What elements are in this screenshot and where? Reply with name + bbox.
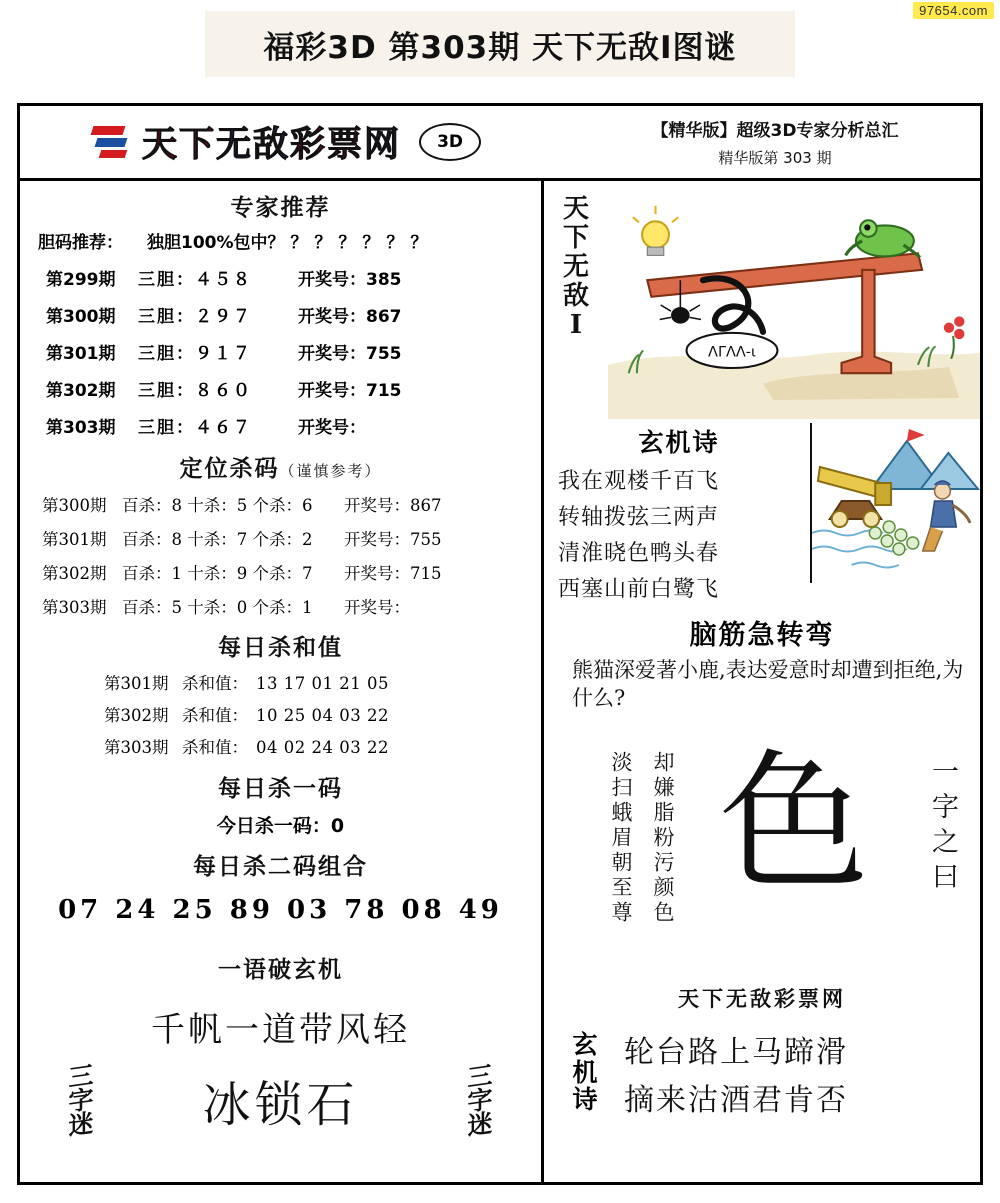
row-issue: 第301期 [46, 344, 116, 364]
row-label: 杀和值： [182, 738, 248, 757]
row-result: 开奖号：867 [298, 307, 402, 327]
kill-position-title-text: 定位杀码 [179, 456, 280, 482]
table-row [20, 698, 541, 730]
big-character: 色 [719, 736, 870, 911]
frog-seesaw-svg [608, 181, 980, 419]
row-issue: 第302期 [46, 381, 116, 401]
one-word-label: 一字之曰 [927, 756, 958, 897]
row-result: 开奖号：867 [344, 496, 442, 515]
row-kill-values: 百杀：5 十杀：0 个杀：1 [122, 598, 313, 617]
xuanji-poem [544, 423, 806, 603]
xuanji-line: 转轴拨弦三两声 [558, 505, 720, 530]
row-result: 开奖号： [344, 598, 410, 617]
cannon-svg [812, 423, 980, 583]
kill-two-value: 07 24 25 89 03 78 08 49 [58, 895, 503, 925]
vertical-poem-left: 淡扫蛾眉朝至尊 [609, 750, 633, 926]
brand-name [142, 117, 401, 167]
site-footer-name: 天下无敌彩票网 [678, 985, 846, 1011]
row-sandan: 三胆：２９７ [138, 307, 252, 327]
row-numbers: 10 25 04 03 22 [256, 706, 389, 725]
row-sandan: 三胆：８６０ [138, 381, 252, 401]
page-title: 福彩3D 第303期 天下无敌Ⅰ图谜 [263, 29, 737, 66]
page-title-band [0, 0, 1000, 88]
footer-xuanji-line: 轮台路上马蹄滑 [624, 1034, 848, 1070]
brand-name-part4: 网 [364, 125, 402, 165]
dan-question-marks: ？？？？？？ [290, 233, 435, 253]
poster-columns [20, 181, 980, 1185]
kill-position-title [20, 450, 541, 483]
table-row [20, 259, 541, 296]
row-label: 杀和值： [182, 674, 248, 693]
row-result: 开奖号：755 [344, 530, 442, 549]
expert-rows [20, 259, 541, 444]
table-row [20, 589, 541, 623]
vertical-poem-right: 却嫌脂粉污颜色 [651, 750, 675, 926]
row-issue: 第303期 [42, 598, 107, 617]
brand-name-part2: 无敌 [216, 125, 291, 165]
poem-line: 千帆一道带风轻 [151, 1010, 410, 1050]
poster-frame [17, 103, 983, 1185]
row-sandan: 三胆：４６７ [138, 418, 252, 438]
three-word-riddle-label-left: 三 字 迷 [68, 1060, 94, 1141]
row-label: 杀和值： [182, 706, 248, 725]
three-word-riddle-band [20, 1060, 541, 1141]
xuanji-title: 玄机诗 [638, 428, 720, 457]
footer-xuanji-line: 摘来沽酒君肯否 [624, 1082, 848, 1118]
row-numbers: 13 17 01 21 05 [256, 674, 389, 693]
row-issue: 第302期 [104, 706, 169, 725]
row-sandan: 三胆：４５８ [138, 270, 252, 290]
xuanji-line: 清淮晓色鸭头春 [558, 541, 720, 566]
right-column [544, 181, 980, 1185]
footer-xuanji-block [544, 1023, 980, 1123]
row-issue: 第301期 [104, 674, 169, 693]
footer-xuanji-lines [616, 1023, 980, 1123]
svg-text:ΛΓΛΛ-ι: ΛΓΛΛ-ι [708, 344, 756, 361]
left-column [20, 181, 544, 1185]
daily-sum-kill-title: 每日杀和值 [218, 635, 343, 661]
3d-badge-icon: 3D [419, 123, 481, 161]
xuanji-line: 西塞山前白鹭飞 [558, 577, 720, 602]
row-issue: 第300期 [46, 307, 116, 327]
table-row [20, 407, 541, 444]
row-sandan: 三胆：９１７ [138, 344, 252, 364]
table-row [20, 730, 541, 762]
row-issue: 第303期 [46, 418, 116, 438]
hero-art-block [544, 181, 980, 419]
brand-name-part3: 彩票 [290, 125, 365, 165]
lottery-logo-icon [90, 122, 134, 162]
kill-one-title: 每日杀一码 [218, 776, 343, 802]
footer-xuanji-label: 玄 机 诗 [572, 1030, 598, 1115]
table-row [20, 370, 541, 407]
row-result: 开奖号：715 [344, 564, 442, 583]
row-issue: 第300期 [42, 496, 107, 515]
riddle-answer: 冰锁石 [202, 1077, 359, 1134]
expert-recommend-title: 专家推荐 [230, 195, 331, 221]
row-kill-values: 百杀：8 十杀：7 个杀：2 [122, 530, 313, 549]
brain-teaser-body: 熊猫深爱著小鹿,表达爱意时却遭到拒绝,为什么? [572, 658, 964, 711]
edition-issue: 精华版第 303 期 [718, 149, 832, 167]
row-kill-values: 百杀：8 十杀：5 个杀：6 [122, 496, 313, 515]
row-result: 开奖号：755 [298, 344, 402, 364]
table-row [20, 487, 541, 521]
table-row [20, 296, 541, 333]
xuanji-block [544, 419, 980, 603]
brand-name-part1: 天下 [142, 125, 217, 165]
kill-rows [20, 487, 541, 623]
daily-sum-kill-rows [20, 666, 541, 762]
row-issue: 第301期 [42, 530, 107, 549]
table-row [20, 666, 541, 698]
row-issue: 第299期 [46, 270, 116, 290]
dan-value: 独胆100%包中？ [147, 233, 285, 253]
edition-title: 【精华版】超级3D专家分析总汇 [651, 121, 899, 141]
row-result: 开奖号： [298, 418, 366, 438]
kill-two-title: 每日杀二码组合 [193, 854, 368, 880]
table-row [20, 521, 541, 555]
frog-seesaw-illustration [608, 181, 980, 419]
table-row [20, 333, 541, 370]
brain-teaser-title: 脑筋急转弯 [689, 620, 835, 651]
kill-one-value: 今日杀一码：0 [216, 815, 345, 837]
brand-logo [20, 106, 550, 178]
masthead [20, 106, 980, 181]
row-issue: 第303期 [104, 738, 169, 757]
site-watermark: 97654.com [913, 2, 994, 19]
row-result: 开奖号：385 [298, 270, 402, 290]
table-row [20, 555, 541, 589]
xuanji-line: 我在观楼千百飞 [558, 469, 720, 494]
big-character-block [544, 729, 980, 979]
cannon-illustration [810, 423, 980, 583]
dan-label: 胆码推荐： [38, 233, 123, 253]
masthead-right [550, 106, 980, 178]
row-kill-values: 百杀：1 十杀：9 个杀：7 [122, 564, 313, 583]
kill-position-note: （谨慎参考） [279, 462, 382, 480]
row-issue: 第302期 [42, 564, 107, 583]
row-numbers: 04 02 24 03 22 [256, 738, 389, 757]
three-word-riddle-label-right: 三 字 迷 [467, 1060, 493, 1141]
row-result: 开奖号：715 [298, 381, 402, 401]
hero-vertical-title: 天 下 无 敌 Ⅰ [562, 194, 589, 341]
poem-title: 一语破玄机 [218, 957, 343, 983]
page-title-inner [205, 11, 795, 77]
dan-recommend-line [20, 228, 541, 253]
